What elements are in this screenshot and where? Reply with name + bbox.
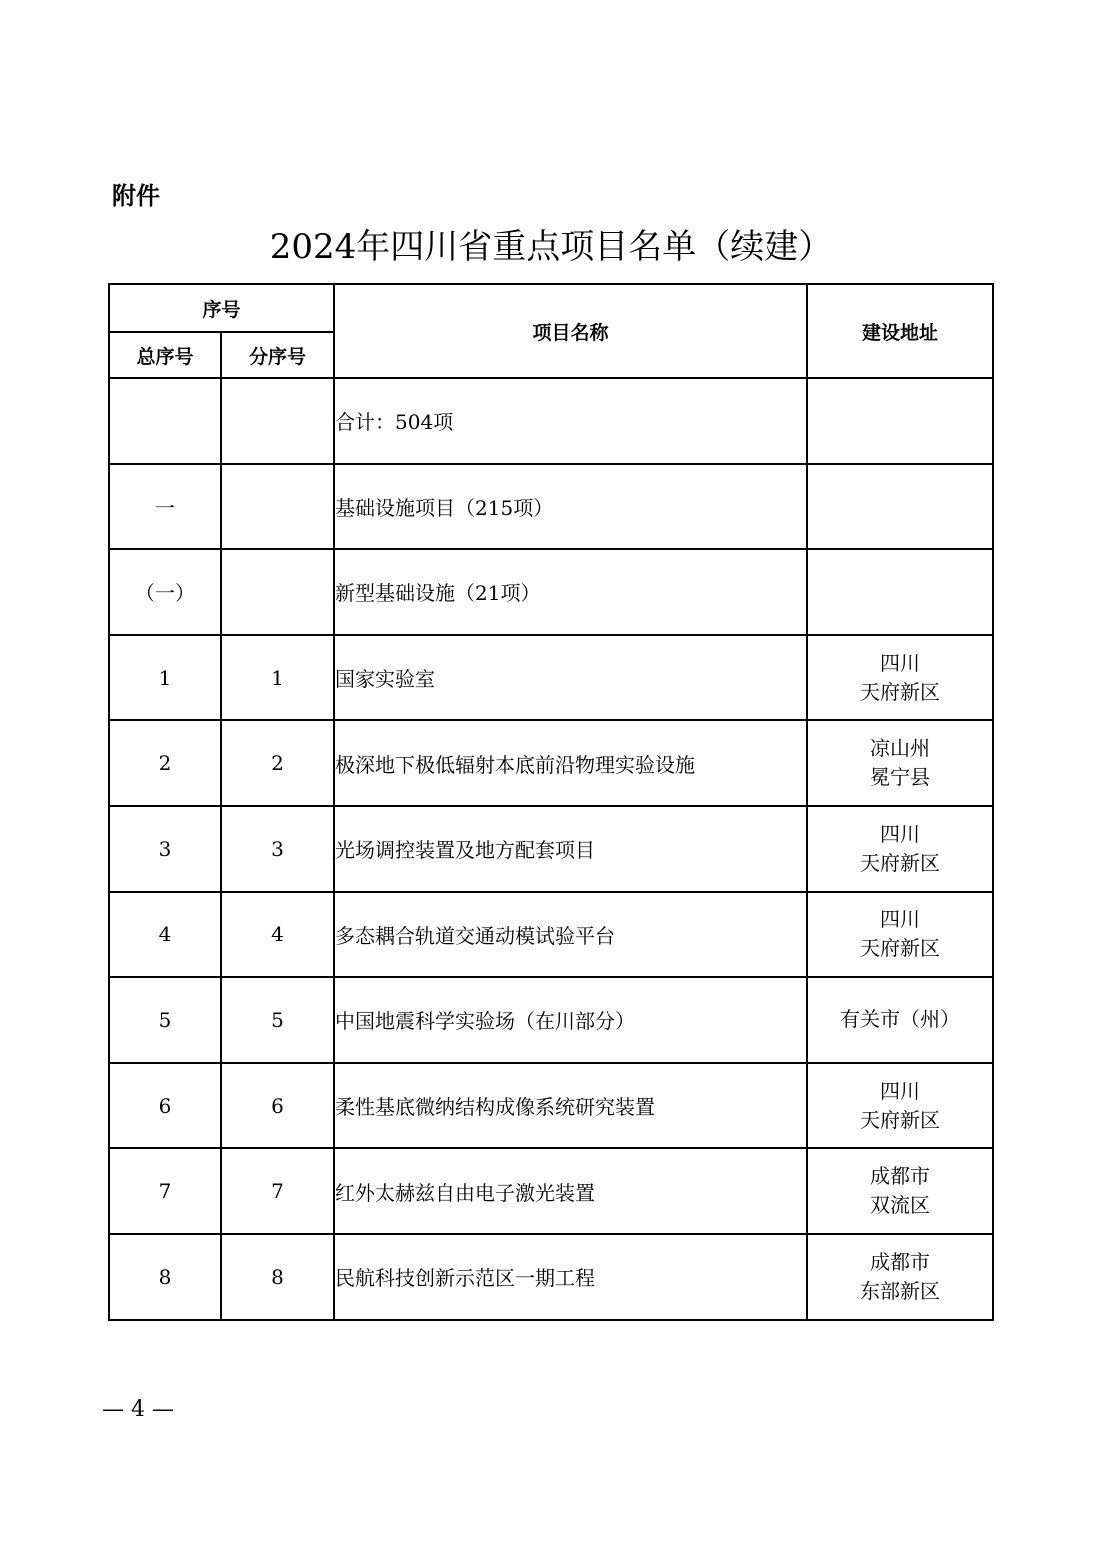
document-title: 2024年四川省重点项目名单（续建） [269,227,833,267]
cell-location [807,464,993,550]
header-seq-group: 序号 [109,284,334,332]
location-line: 冕宁县 [870,765,931,790]
cell-sub-seq: 8 [221,1234,334,1320]
cell-project-name: 红外太赫兹自由电子激光装置 [334,1148,807,1234]
cell-location [807,1148,993,1234]
cell-location [807,1234,993,1320]
cell-sub-seq [221,378,334,464]
table-row [109,806,993,892]
table-row [109,378,993,464]
location-line: 天府新区 [860,850,941,875]
cell-sub-seq: 3 [221,806,334,892]
table-row [109,977,993,1063]
page-number: — 4 — [102,1397,174,1422]
cell-location [807,635,993,721]
header-sub-seq: 分序号 [221,332,334,378]
location-line: 凉山州 [870,736,931,761]
cell-sub-seq [221,464,334,550]
cell-total-seq: 6 [109,1063,221,1149]
cell-total-seq: 8 [109,1234,221,1320]
cell-project-name: 合计：504项 [334,378,807,464]
table-row [109,549,993,635]
table-row [109,1148,993,1234]
cell-total-seq: （一） [109,549,221,635]
cell-total-seq: 4 [109,892,221,978]
cell-total-seq: 2 [109,720,221,806]
header-total-seq: 总序号 [109,332,221,378]
cell-location [807,806,993,892]
table-row [109,720,993,806]
cell-sub-seq: 5 [221,977,334,1063]
cell-sub-seq [221,549,334,635]
location-line: 成都市 [870,1249,931,1274]
location-line: 四川 [880,821,921,846]
location-line: 天府新区 [860,936,941,961]
cell-location [807,549,993,635]
cell-location [807,892,993,978]
cell-project-name: 民航科技创新示范区一期工程 [334,1234,807,1320]
cell-project-name: 国家实验室 [334,635,807,721]
cell-location [807,378,993,464]
cell-total-seq: 一 [109,464,221,550]
cell-total-seq: 3 [109,806,221,892]
cell-location [807,1063,993,1149]
cell-location [807,720,993,806]
cell-total-seq: 1 [109,635,221,721]
location-line: 天府新区 [860,1107,941,1132]
cell-sub-seq: 2 [221,720,334,806]
cell-project-name: 新型基础设施（21项） [334,549,807,635]
location-line: 天府新区 [860,679,941,704]
table-header-row [109,284,993,332]
header-location: 建设地址 [807,284,993,378]
table-row [109,464,993,550]
cell-sub-seq: 7 [221,1148,334,1234]
cell-total-seq: 5 [109,977,221,1063]
cell-project-name: 柔性基底微纳结构成像系统研究装置 [334,1063,807,1149]
cell-project-name: 多态耦合轨道交通动模试验平台 [334,892,807,978]
project-table [108,283,994,1321]
table-row [109,892,993,978]
cell-sub-seq: 1 [221,635,334,721]
cell-project-name: 中国地震科学实验场（在川部分） [334,977,807,1063]
cell-location [807,977,993,1063]
location-line: 四川 [880,650,921,675]
cell-project-name: 极深地下极低辐射本底前沿物理实验设施 [334,720,807,806]
cell-project-name: 光场调控装置及地方配套项目 [334,806,807,892]
table-row [109,635,993,721]
location-line: 有关市（州） [840,1007,961,1032]
header-project-name: 项目名称 [334,284,807,378]
table-row [109,1063,993,1149]
location-line: 东部新区 [860,1278,941,1303]
location-line: 双流区 [870,1193,931,1218]
cell-sub-seq: 4 [221,892,334,978]
location-line: 成都市 [870,1164,931,1189]
attachment-label: 附件 [112,182,160,210]
cell-sub-seq: 6 [221,1063,334,1149]
table-body [109,378,993,1320]
cell-project-name: 基础设施项目（215项） [334,464,807,550]
cell-total-seq [109,378,221,464]
table-row [109,1234,993,1320]
cell-total-seq: 7 [109,1148,221,1234]
location-line: 四川 [880,1078,921,1103]
location-line: 四川 [880,907,921,932]
